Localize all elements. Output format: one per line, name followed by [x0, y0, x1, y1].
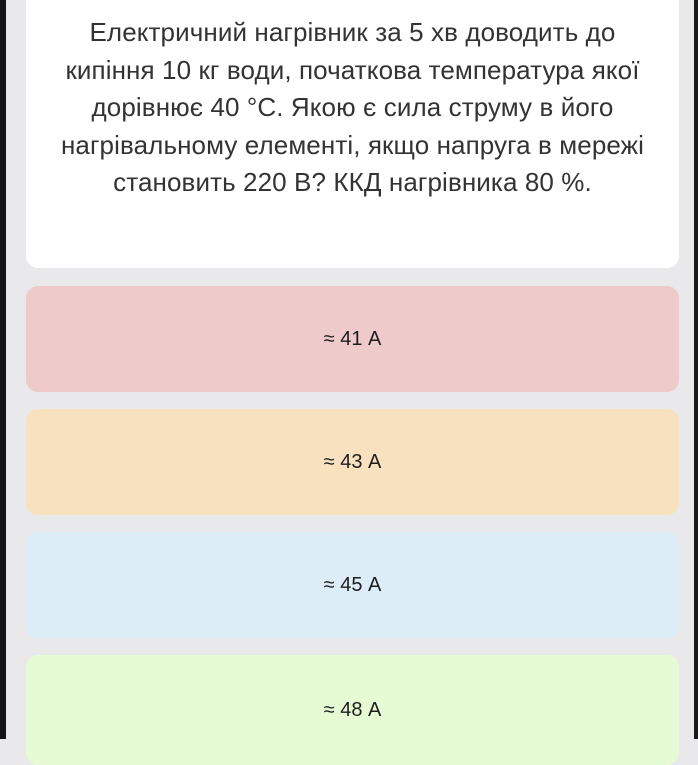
question-line-1: Електричний нагрівник за 5 хв доводить до	[89, 17, 616, 47]
answer-option-2[interactable]	[26, 409, 679, 515]
question-line-3: дорівнює 40 °C. Якою є сила струму в його	[91, 92, 614, 122]
question-text	[56, 14, 649, 202]
screen-edge-left	[0, 0, 6, 739]
answer-option-label: ≈ 43 А	[323, 450, 382, 473]
answer-option-3[interactable]	[26, 532, 679, 638]
answer-option-label: ≈ 41 А	[323, 327, 382, 350]
question-card	[26, 0, 679, 268]
answer-option-1[interactable]	[26, 286, 679, 392]
question-line-5: становить 220 В? ККД нагрівника 80 %.	[113, 167, 592, 197]
answer-option-label: ≈ 45 А	[323, 573, 382, 596]
question-line-2: кипіння 10 кг води, початкова температура якої	[65, 54, 640, 85]
screen-edge-right	[694, 0, 698, 739]
question-line-4: нагрівальному елементі, якщо напруга в мережі	[60, 129, 645, 160]
answer-option-label: ≈ 48 А	[323, 698, 382, 721]
answer-option-4[interactable]	[26, 655, 679, 765]
